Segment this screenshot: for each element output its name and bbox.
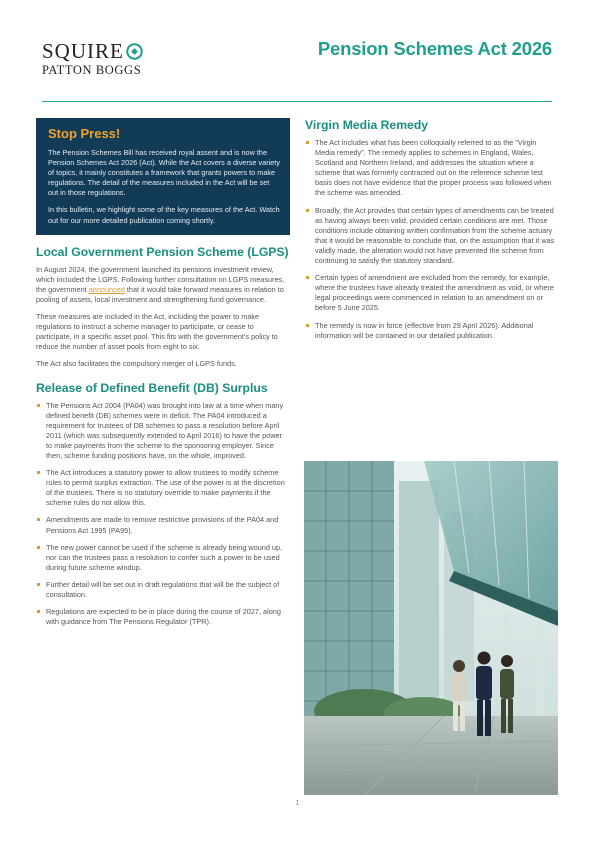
logo-line-1: SQUIRE — [42, 39, 124, 63]
surplus-list — [36, 401, 290, 628]
list-item-text: The new power cannot be used if the scheme is already being wound up, nor can the trustees pass a resolution to confer such a power to be used during future scheme windup. — [46, 542, 283, 572]
left-column — [36, 118, 290, 634]
list-item — [36, 607, 290, 627]
list-item-text: The Act includes what has been colloquially referred to as the “Virgin Media remedy”. The remedy applies to schemes in England, Wales, Scotland and Northern Ireland, and addresses the situation where a scheme that was formerly contracted out on the reference scheme test basis does not have evidence that the proper process was followed when the scheme was amended. — [315, 138, 552, 198]
announced-link[interactable]: announced — [88, 284, 125, 294]
logo-mark-icon — [126, 43, 143, 60]
list-item — [305, 206, 558, 267]
stop-press-heading: Stop Press! — [48, 126, 121, 141]
stop-press-box — [36, 118, 290, 235]
list-item-text: Regulations are expected to be in place during the course of 2027, along with guidance from The Pensions Regulator (TPR). — [46, 607, 281, 627]
lgps-heading: Local Government Pension Scheme (LGPS) — [36, 244, 289, 259]
list-item — [305, 321, 558, 341]
document-title: Pension Schemes Act 2026 — [317, 38, 552, 59]
lgps-paragraph — [36, 265, 290, 305]
header-divider — [42, 101, 552, 102]
bullet-icon — [306, 324, 309, 327]
bullet-icon — [37, 546, 40, 549]
stop-press-paragraph: The Pension Schemes Bill has received royal assent and is now the Pension Schemes Act 2026 (Act). While the Act covers a diverse variety of topics, it mainly constitutes a framework that grants powers to make regulations. The detail of the measures included in the Act will be set out in those regulations. — [48, 148, 280, 198]
bullet-icon — [37, 610, 40, 613]
bullet-icon — [306, 209, 309, 212]
list-item-text: The remedy is now in force (effective from 29 April 2026). Additional information will be contained in our detailed publication. — [315, 320, 534, 340]
lgps-paragraph: These measures are included in the Act, including the power to make regulations to instruct a scheme manager to participate, or cease to participate, in a specific asset pool. This fits with the government’s policy to reduce the number of asset pools from eight to six. — [36, 312, 278, 352]
text-run: In August 2024, the government launched its pensions investment review, which included the LGPS. Following further consultation on LGPS measures, the government — [36, 264, 285, 294]
firm-logo — [42, 40, 143, 77]
list-item — [36, 543, 290, 573]
list-item — [36, 580, 290, 600]
surplus-heading: Release of Defined Benefit (DB) Surplus — [36, 380, 268, 395]
list-item-text: Certain types of amendment are excluded from the remedy, for example, where the trustees have already treated the amendment as void, or where legal proceedings were commenced in relation to an amendment on or before 5 June 2025. — [315, 273, 554, 313]
lgps-paragraph: The Act also facilitates the compulsory merger of LGPS funds. — [36, 359, 237, 369]
bullet-icon — [37, 583, 40, 586]
list-item-text: The Act introduces a statutory power to allow trustees to modify scheme rules to permit surplus extraction. The use of the power is at the discretion of the trustees. There is no statutory override to make payments if the scheme rules do not allow this. — [46, 468, 285, 508]
stop-press-paragraph: In this bulletin, we highlight some of the key measures of the Act. Watch out for our more detailed publication coming shortly. — [48, 205, 280, 225]
business-people-photo — [304, 461, 558, 795]
list-item — [305, 138, 558, 199]
list-item — [36, 515, 290, 535]
list-item-text: Further detail will be set out in draft regulations that will be the subject of consultation. — [46, 579, 280, 599]
virgin-media-heading: Virgin Media Remedy — [305, 118, 429, 132]
list-item — [36, 401, 290, 462]
list-item — [305, 273, 558, 313]
list-item-text: The Pensions Act 2004 (PA04) was brought into law at a time when many defined benefit (DB) schemes were in deficit. The PA04 introduced a requirement for trustees of DB schemes to pass a resolution before April 2011 (which was subsequently extended to April 2016) to have the power to make payments from the scheme to the sponsoring employer. Since then, scheme funding positions have, on the whole, improved. — [46, 400, 284, 460]
page-number: 1 — [295, 800, 300, 807]
list-item — [36, 468, 290, 508]
logo-line-2: PATTON BOGGS — [42, 63, 142, 77]
bullet-icon — [37, 471, 40, 474]
right-column — [305, 118, 558, 348]
list-item-text: Broadly, the Act provides that certain types of amendments can be treated as having always been valid, provided certain conditions are met. Those conditions include obtaining written confirmation from the scheme actuary that it would be reasonable to conclude that, on the assumption that it was validly made, the alteration would not have prevented the scheme from continuing to satisfy the statutory standard. — [315, 205, 555, 266]
bullet-icon — [306, 276, 309, 279]
office-scene-illustration — [304, 461, 558, 795]
virgin-media-list — [305, 138, 558, 341]
list-item-text: Amendments are made to remove restrictive provisions of the PA04 and Pensions Act 1995 (PA95). — [46, 515, 279, 535]
bullet-icon — [37, 518, 40, 521]
bullet-icon — [306, 141, 309, 144]
text-run: that it would take forward measures in relation to pooling of assets, local investment and strengthening fund governance. — [36, 284, 284, 304]
bullet-icon — [37, 404, 40, 407]
